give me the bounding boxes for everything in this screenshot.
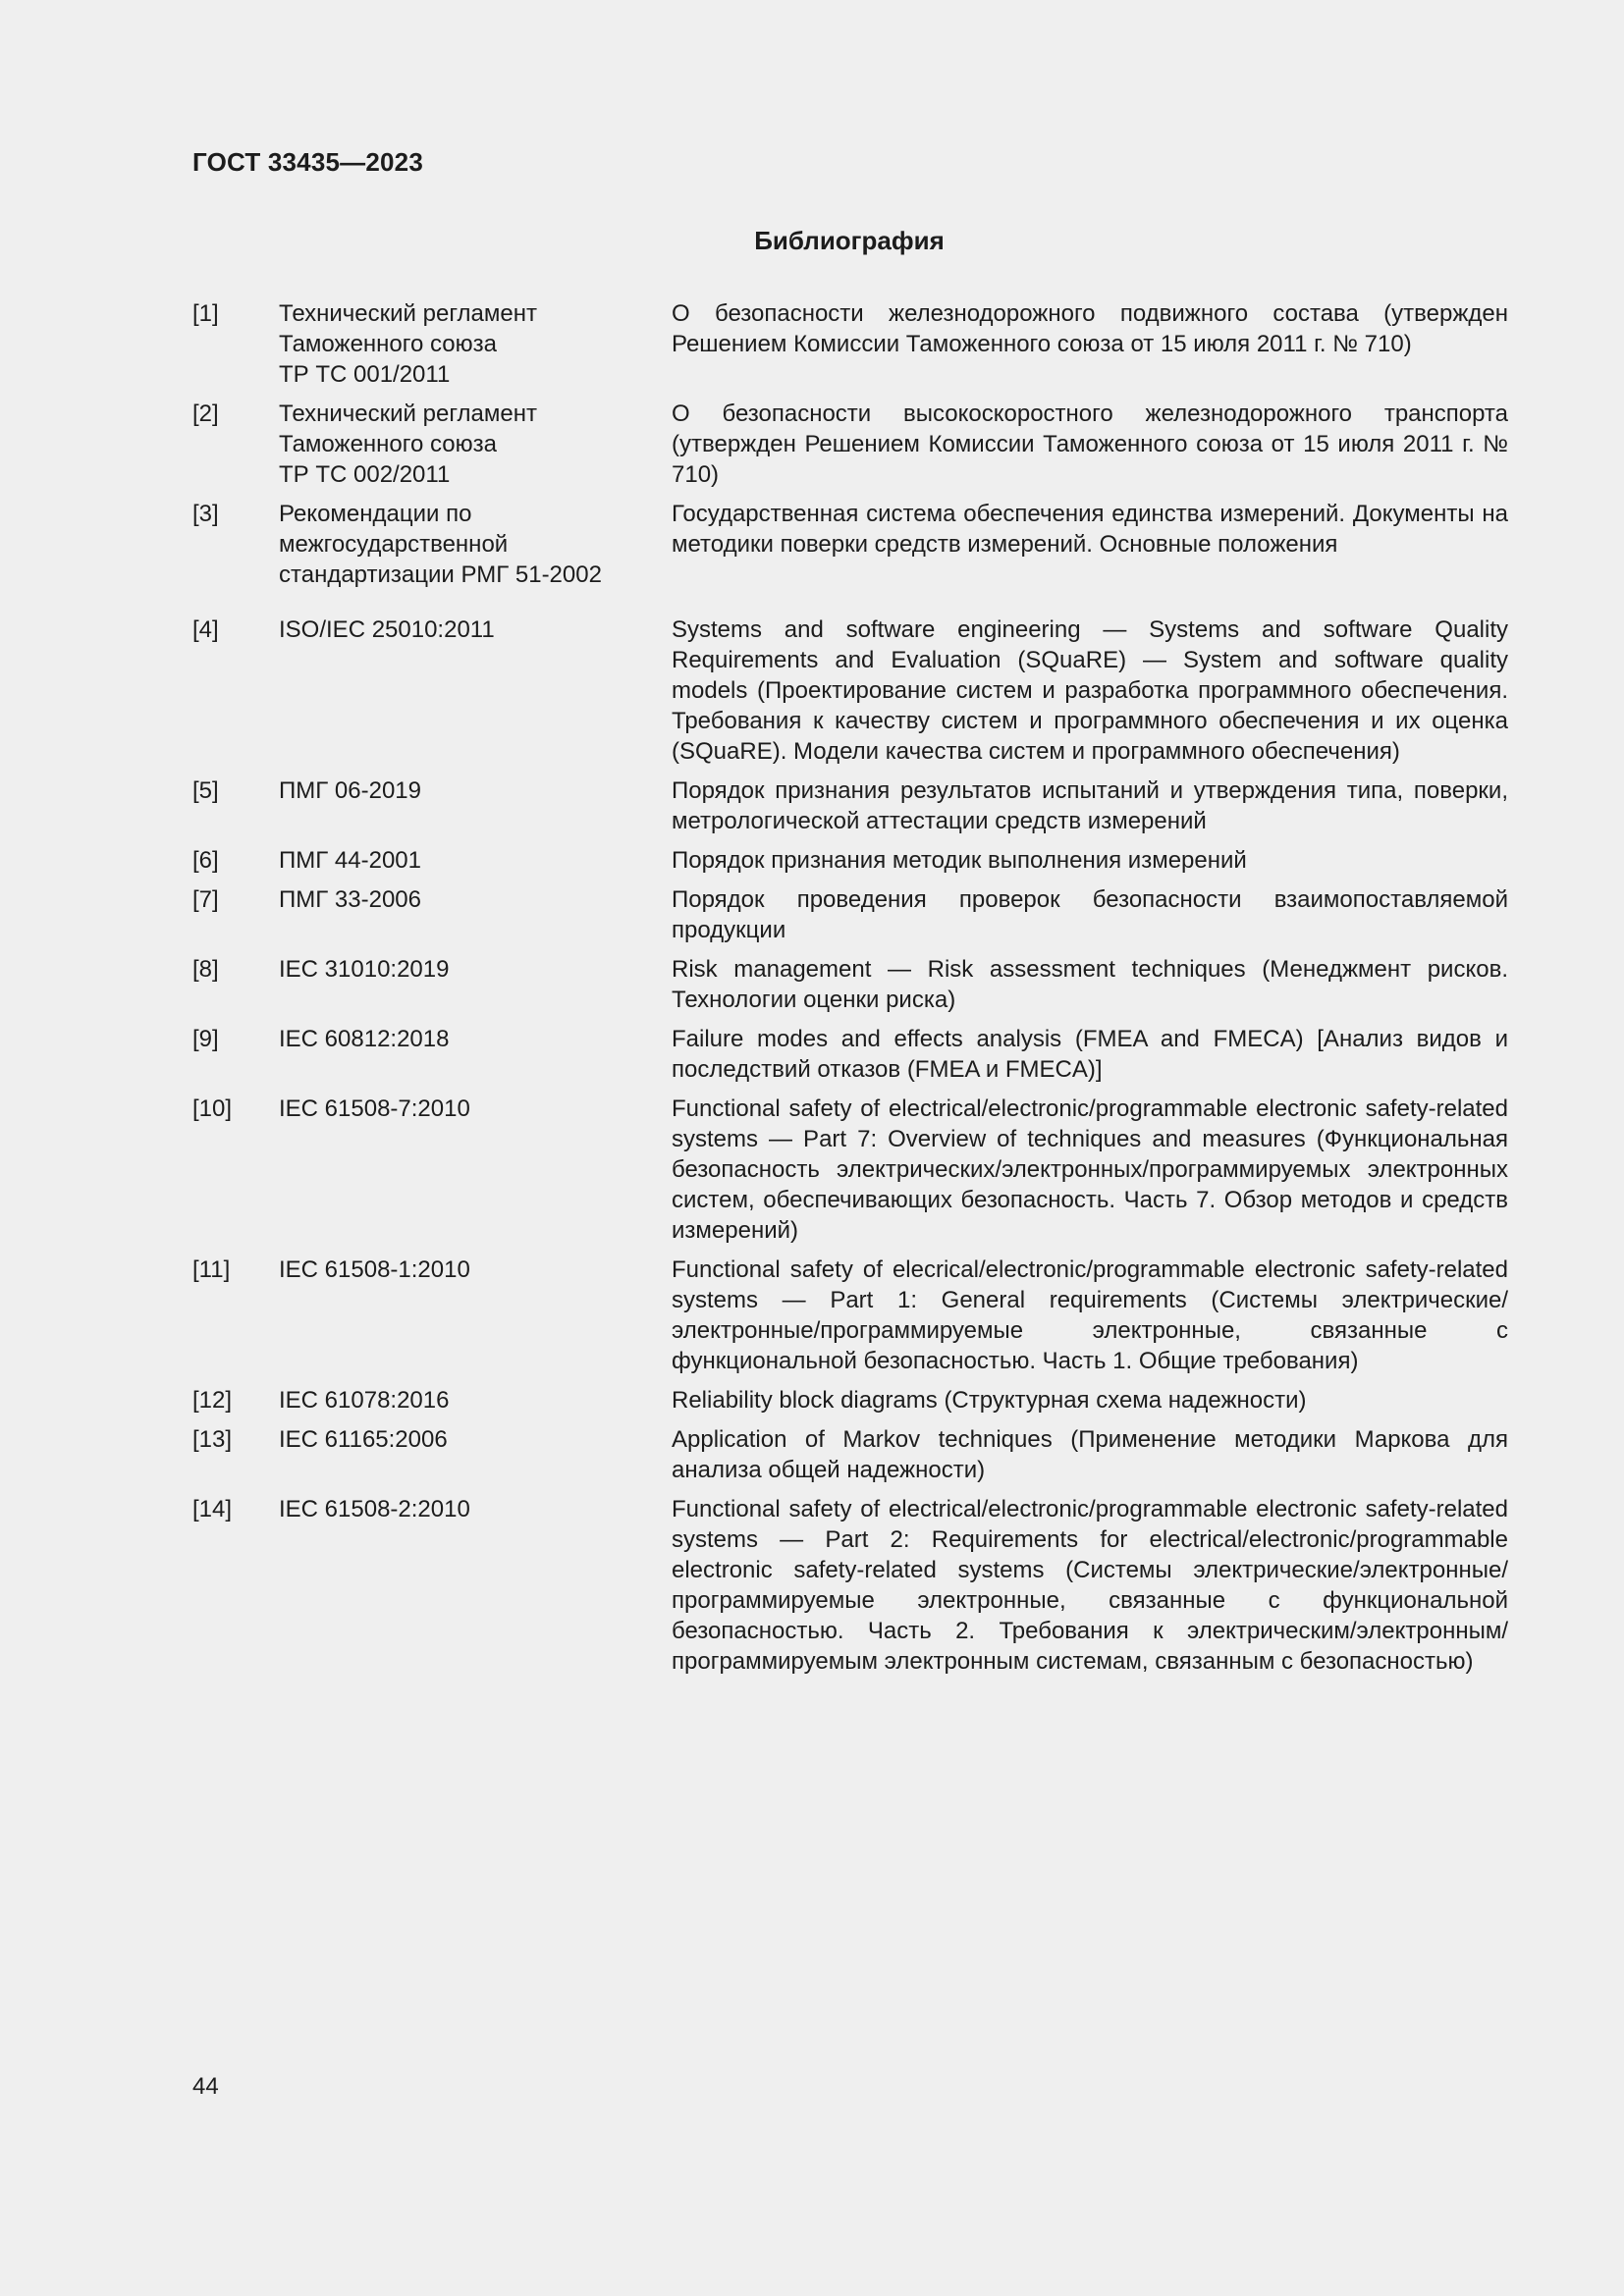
entry-number: [11]: [192, 1256, 231, 1283]
bibliography-entry-1: [192, 298, 1508, 390]
bibliography-entry-11: [192, 1255, 1508, 1376]
entry-description: Systems and software engineering — Systems and software Quality Requirements and Evaluation (SQuaRE) — System and software quality models (Проектирование систем и разработка программного обеспечения. Требования к качеству систем и программного обеспечения и их оценка (SQuaRE). Модели качества систем и программного обеспечения): [672, 616, 1508, 765]
entry-reference: IEC 61165:2006: [279, 1426, 448, 1453]
bibliography-entry-14: [192, 1494, 1508, 1677]
entry-number: [12]: [192, 1387, 233, 1414]
entry-description: Reliability block diagrams (Структурная схема надежности): [672, 1387, 1307, 1414]
page-number: 44: [192, 2073, 219, 2100]
entry-description: Functional safety of electrical/electronic/programmable electronic safety-related systems — Part 2: Requirements for electrical/electronic/programmable electronic safety-related systems (Системы электрические/электронные/программируемые электронные, связанные с функциональной безопасностью. Часть 2. Требования к электрическим/электронным/программируемым электронным системам, связанным с безопасностью): [672, 1496, 1508, 1675]
entry-reference: IEC 31010:2019: [279, 956, 450, 983]
entry-description: Functional safety of electrical/electronic/programmable electronic safety-related systems — Part 7: Overview of techniques and measures (Функциональная безопасность электрических/электронных/программируемых электронных систем, обеспечивающих безопасность. Часть 7. Обзор методов и средств измерений): [672, 1095, 1508, 1244]
bibliography-entry-7: [192, 884, 1508, 945]
entry-number: [1]: [192, 300, 219, 327]
entry-reference: IEC 61508-7:2010: [279, 1095, 470, 1122]
bibliography-entry-2: [192, 399, 1508, 490]
document-header: ГОСТ 33435—2023: [192, 147, 423, 177]
entry-number: [2]: [192, 400, 219, 427]
entry-reference: ПМГ 06-2019: [279, 777, 421, 804]
entry-number: [7]: [192, 886, 219, 913]
entry-description: Порядок признания методик выполнения измерений: [672, 847, 1247, 874]
entry-reference: Технический регламент Таможенного союза ТР ТС 002/2011: [279, 400, 537, 488]
entry-description: Risk management — Risk assessment techniques (Менеджмент рисков. Технологии оценки риска): [672, 956, 1508, 1013]
entry-number: [13]: [192, 1426, 233, 1453]
entry-number: [3]: [192, 501, 219, 527]
bibliography-list: [192, 298, 1508, 1685]
entry-reference: Рекомендации по межгосударственной стандартизации РМГ 51-2002: [279, 501, 602, 588]
entry-number: [5]: [192, 777, 219, 804]
entry-number: [9]: [192, 1026, 219, 1052]
entry-description: О безопасности железнодорожного подвижного состава (утвержден Решением Комиссии Таможенного союза от 15 июля 2011 г. № 710): [672, 300, 1508, 357]
entry-description: Application of Markov techniques (Применение методики Маркова для анализа общей надежности): [672, 1426, 1508, 1483]
entry-reference: IEC 61508-1:2010: [279, 1256, 470, 1283]
bibliography-entry-13: [192, 1424, 1508, 1485]
entry-reference: ПМГ 33-2006: [279, 886, 421, 913]
entry-reference: IEC 61508-2:2010: [279, 1496, 470, 1522]
entry-reference: ПМГ 44-2001: [279, 847, 421, 874]
entry-number: [10]: [192, 1095, 233, 1122]
entry-description: Государственная система обеспечения единства измерений. Документы на методики поверки средств измерений. Основные положения: [672, 501, 1508, 558]
entry-description: Failure modes and effects analysis (FMEA and FMECA) [Анализ видов и последствий отказов (FMEA и FMECA)]: [672, 1026, 1508, 1083]
entry-description: Порядок признания результатов испытаний и утверждения типа, поверки, метрологической аттестации средств измерений: [672, 777, 1508, 834]
bibliography-title: Библиография: [754, 226, 945, 255]
bibliography-entry-10: [192, 1094, 1508, 1246]
entry-number: [8]: [192, 956, 219, 983]
bibliography-entry-8: [192, 954, 1508, 1015]
bibliography-entry-6: [192, 845, 1508, 876]
entry-description: Functional safety of elecrical/electronic/programmable electronic safety-related systems — Part 1: General requirements (Системы электрические/электронные/программируемые электронные, связанные с функциональной безопасностью. Часть 1. Общие требования): [672, 1256, 1508, 1374]
entry-number: [6]: [192, 847, 219, 874]
entry-number: [14]: [192, 1496, 233, 1522]
entry-reference: IEC 61078:2016: [279, 1387, 450, 1414]
bibliography-entry-3: [192, 499, 1508, 590]
entry-reference: Технический регламент Таможенного союза ТР ТС 001/2011: [279, 300, 537, 388]
bibliography-entry-5: [192, 775, 1508, 836]
bibliography-entry-9: [192, 1024, 1508, 1085]
entry-reference: ISO/IEC 25010:2011: [279, 616, 495, 643]
bibliography-entry-4: [192, 614, 1508, 767]
entry-number: [4]: [192, 616, 219, 643]
bibliography-entry-12: [192, 1385, 1508, 1415]
entry-reference: IEC 60812:2018: [279, 1026, 450, 1052]
entry-description: О безопасности высокоскоростного железнодорожного транспорта (утвержден Решением Комиссии Таможенного союза от 15 июля 2011 г. № 710): [672, 400, 1508, 488]
entry-description: Порядок проведения проверок безопасности взаимопоставляемой продукции: [672, 886, 1508, 943]
